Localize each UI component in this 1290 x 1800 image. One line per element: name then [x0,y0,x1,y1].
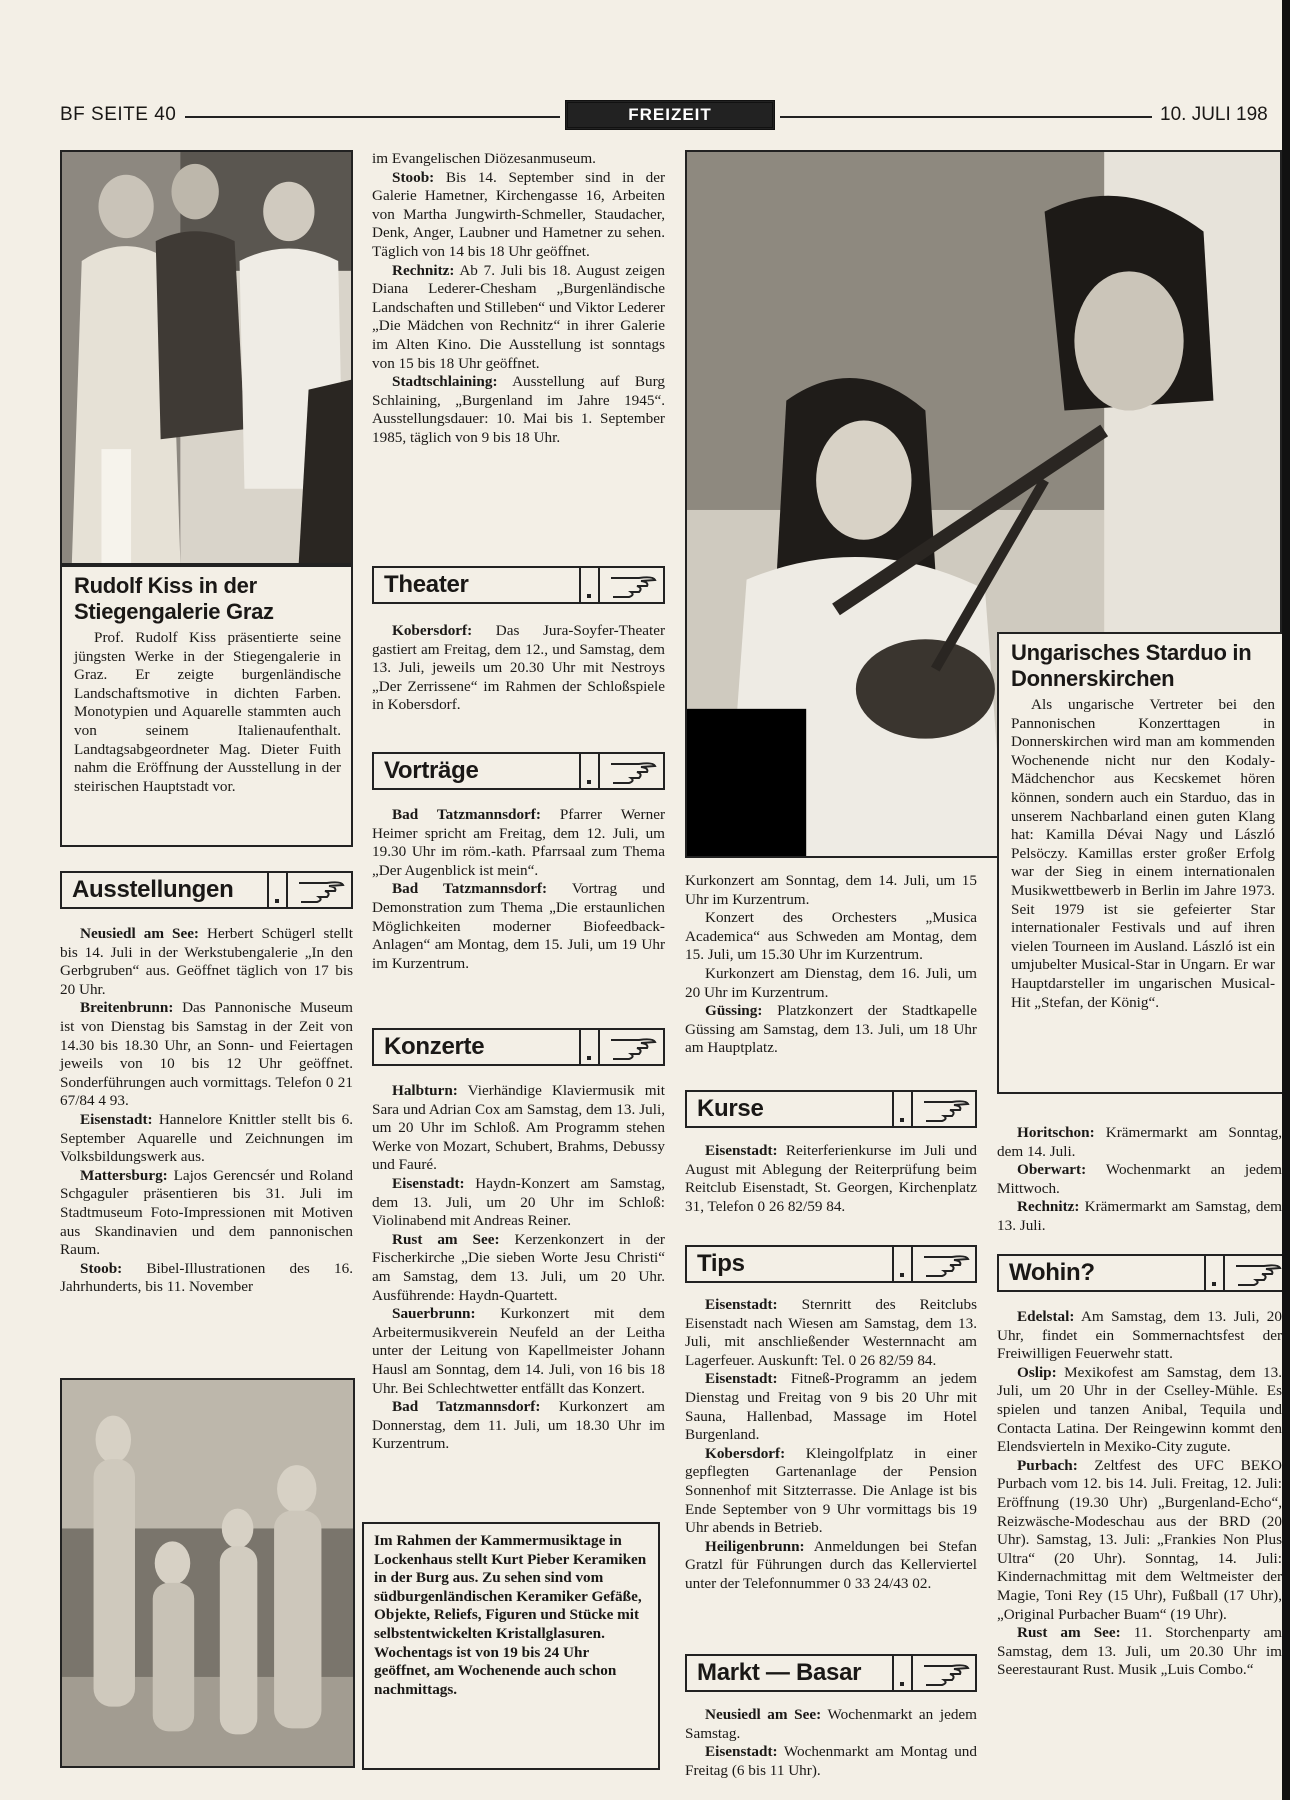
tips-heading: Tips [697,1250,745,1277]
col3-top-list [685,872,977,1058]
page-edge [1282,0,1290,1800]
label-divider [579,1030,581,1064]
list-item: Kobersdorf: Kleingolfplatz in einer gepflegten Gartenanlage der Pension Sonnenhof mit Sitzterrasse. Die Anlage ist bis Ende September von 9 Uhr vormittags bis 19 Uhr abends in Betrieb. [685,1444,977,1537]
section-title: FREIZEIT [628,105,712,124]
label-divider [892,1092,894,1126]
label-divider [911,1656,913,1690]
kiss-headline: Rudolf Kiss in der Stiegengalerie Graz [74,573,274,624]
kurse-label [685,1090,977,1128]
list-item: Horitschon: Krämermarkt am Sonntag, dem 14. Juli. [997,1124,1282,1160]
kurse-list [685,1142,977,1216]
list-item: Eisenstadt: Sternritt des Reitclubs Eisenstadt nach Wiesen am Samstag, dem 13. Juli, mit anschließender Westernnacht am Lagerfeuer. Auskunft: Tel. 0 26 82/59 84. [685,1296,977,1369]
theater-label [372,566,665,604]
label-dot [1212,1282,1216,1286]
pointing-hand-icon [922,1094,972,1124]
tips-list [685,1296,977,1594]
label-divider [286,873,288,907]
label-divider [911,1247,913,1281]
list-item: Oslip: Mexikofest am Samstag, dem 13. Juli, um 20 Uhr in der Cselley-Mühle. Es spielen und tanzen Anibal, Tequila und Contacta Latina. Der Reingewinn kommt den Elendsvierteln in Mexiko-City zugute. [997,1363,1282,1456]
label-dot [275,899,279,903]
label-dot [900,1682,904,1686]
list-item: im Evangelischen Diözesanmuseum. [372,150,596,167]
label-dot [587,780,591,784]
pointing-hand-icon [922,1249,972,1279]
wohin-list [997,1308,1282,1680]
list-item: Kobersdorf: Das Jura-Soyfer-Theater gastiert am Freitag, dem 12., und Samstag, dem 13. Juli, jeweils um 20.30 Uhr mit Nestroys „Der Zerrissene“ im Rahmen der Schloßspiele in Kobersdorf. [372,622,665,714]
kiss-photo [60,150,353,565]
label-divider [598,568,600,602]
list-item: Edelstal: Am Samstag, dem 13. Juli, 20 Uhr, findet ein Sommernachtsfest der Freiwilligen Feuerwehr statt. [997,1308,1282,1363]
list-item: Rust am See: Kerzenkonzert in der Fischerkirche „Die sieben Worte Jesu Christi“ am Samstag, dem 13. Juli, um 20 Uhr. Ausführende: Haydn-Quartett. [372,1230,665,1304]
label-dot [587,1056,591,1060]
list-item: Rechnitz: Ab 7. Juli bis 18. August zeigen Diana Lederer-Chesham „Burgenländische Landschaften und Stilleben“ und Viktor Lederer „Die Mädchen von Rechnitz“ in ihrer Galerie im Alten Kino. Die Ausstellung ist sonntags von 15 bis 18 Uhr geöffnet. [372,261,665,372]
vortraege-list [372,806,665,973]
label-divider [911,1092,913,1126]
pointing-hand-icon [609,1032,659,1062]
konzerte-list [372,1082,665,1454]
list-item: Breitenbrunn: Das Pannonische Museum ist von Dienstag bis Samstag in der Zeit von 14.30 bis 18.30 Uhr, an Sonn- und Feiertagen jeweils von 10 bis 12 Uhr geöffnet. Sonderführungen auch vormittags. Telefon 0 21 67/84 4 93. [60,999,353,1110]
pointing-hand-icon [609,570,659,600]
list-item: Güssing: Platzkonzert der Stadtkapelle Güssing am Samstag, dem 13. Juli, um 18 Uhr am Hauptplatz. [685,1002,977,1057]
label-dot [587,594,591,598]
starduo-headline: Ungarisches Starduo in Donnerskirchen [1011,640,1252,691]
label-divider [892,1247,894,1281]
starduo-article [997,632,1287,1094]
list-item: Rust am See: 11. Storchenparty am Samstag, dem 13. Juli, um 20.30 Uhr im Seerestaurant Rust. Musik „Luis Combo.“ [997,1624,1282,1679]
konzerte-label [372,1028,665,1066]
label-divider [1204,1256,1206,1290]
section-title-box [565,100,775,130]
page-header [60,100,1290,134]
list-item: Neusiedl am See: Wochenmarkt an jedem Samstag. [685,1706,977,1742]
wohin-label [997,1254,1290,1292]
tips-label [685,1245,977,1283]
kiss-text: Prof. Rudolf Kiss präsentierte seine jüngsten Werke in der Stiegengalerie in Graz. Er zeigte burgenländische Landschaftsmotive in dichten Farben. Monotypien und Aquarelle stammten auch von seinem Italienaufenthalt. Landtagsabgeordneter Mag. Dieter Fuith nahm die Eröffnung der Ausstellung in der steirischen Hauptstadt vor. [74,629,341,795]
pointing-hand-icon [922,1658,972,1688]
kammermusik-box [362,1522,660,1770]
markt-list [685,1706,977,1780]
list-item: Eisenstadt: Fitneß-Programm an jedem Dienstag und Freitag von 9 bis 20 Uhr mit Sauna, Hallenbad, Massage im Hotel Burgenland. [685,1370,977,1444]
label-divider [579,568,581,602]
list-item: Eisenstadt: Wochenmarkt am Montag und Freitag (6 bis 11 Uhr). [685,1743,977,1779]
ceramics-photo [60,1378,355,1768]
list-item: Stoob: Bis 14. September sind in der Galerie Hametner, Kirchengasse 16, Arbeiten von Martha Jungwirth-Schmeller, Staudacher, Denk, Anger, Laubner und Hametner zu sehen. Täglich von 14 bis 18 Uhr geöffnet. [372,168,665,260]
list-item: Konzert des Orchesters „Musica Academica“ aus Schweden am Montag, dem 15. Juli, um 15.30 Uhr im Kurzentrum. [685,909,977,964]
header-rule-left [185,116,560,118]
kiss-article [60,565,353,847]
list-item: Mattersburg: Lajos Gerencsér und Roland Schgaguler präsentieren bis 31. Juli im Stadtmuseum Foto-Impressionen mit Motiven aus Skandinavien und dem pannonischen Raum. [60,1166,353,1259]
kurse-heading: Kurse [697,1095,764,1122]
theater-list [372,622,665,715]
list-item: Kurkonzert am Sonntag, dem 14. Juli, um 15 Uhr im Kurzentrum. [685,872,977,908]
list-item: Bad Tatzmannsdorf: Kurkonzert am Donnerstag, dem 11. Juli, um 18.30 Uhr im Kurzentrum. [372,1398,665,1453]
list-item: Sauerbrunn: Kurkonzert mit dem Arbeitermusikverein Neufeld an der Leitha unter der Leitung von Kapellmeister Johann Hausl am Sonntag, dem 14. Juli, von 16 bis 18 Uhr. Bei Schlechtwetter entfällt das Konzert. [372,1305,665,1397]
markt-label [685,1654,977,1692]
list-item: Neusiedl am See: Herbert Schügerl stellt bis 14. Juli in der Werkstubengalerie „In den Gerbgruben“ aus. Geöffnet täglich von 17 bis 20 Uhr. [60,925,353,998]
page-number: BF SEITE 40 [60,104,177,125]
list-item: Eisenstadt: Reiterferienkurse im Juli und August mit Ablegung der Reiterprüfung beim Reitclub Eisenstadt, St. Georgen, Kirchenplatz 31, Telefon 0 26 82/59 84. [685,1142,977,1215]
label-divider [892,1656,894,1690]
pointing-hand-icon [1234,1258,1284,1288]
label-divider [598,754,600,788]
konzerte-heading: Konzerte [384,1033,485,1060]
list-item: Rechnitz: Krämermarkt am Samstag, dem 13. Juli. [997,1198,1282,1234]
ausstellungen-heading: Ausstellungen [72,876,234,903]
header-rule-right [780,116,1152,118]
ausstellungen-list [60,925,353,1297]
label-dot [900,1273,904,1277]
label-divider [598,1030,600,1064]
list-item: Oberwart: Wochenmarkt an jedem Mittwoch. [997,1161,1282,1197]
col2-top-list [372,150,665,448]
label-divider [1223,1256,1225,1290]
list-item: Purbach: Zeltfest des UFC BEKO Purbach vom 12. bis 14. Juli. Freitag, 12. Juli: Eröffnung (19.30 Uhr) „Burgenland-Echo“, Reizwäsche-Modeschau aus der BRD (20 Uhr). Samstag, 13. Juli: „Frankies Non Plus Ultra“ (20 Uhr). Sonntag, 14. Juli: Kindernachmittag mit dem Weltmeister der Magie, Toni Rey (15 Uhr), Fußball (17 Uhr), „Original Purbacher Buam“ (19 Uhr). [997,1456,1282,1623]
theater-heading: Theater [384,571,469,598]
col4-top-list [997,1124,1282,1236]
label-divider [267,873,269,907]
pointing-hand-icon [297,875,347,905]
kammermusik-text: Im Rahmen der Kammermusiktage in Lockenhaus stellt Kurt Pieber Keramiken in der Burg aus. Zu sehen sind vom südburgenländischen Keramiker Gefäße, Objekte, Reliefs, Figuren und Stücke mit selbstentwickelten Kristallglasuren. Wochentags ist von 19 bis 24 Uhr geöffnet, am Wochenende auch schon nachmittags. [374,1532,647,1698]
list-item: Eisenstadt: Hannelore Knittler stellt bis 6. September Aquarelle und Zeichnungen im Volksbildungswerk aus. [60,1110,353,1166]
starduo-text: Als ungarische Vertreter bei den Pannonischen Konzerttagen in Donnerskirchen wird man am kommenden Wochenende nicht nur den Kodaly-Mädchenchor aus Kecskemet hören können, sondern auch ein Starduo, das in unserem Nachbarland einen guten Klang hat: Kamilla Dévai Nagy und László Pelsöczy. Kamillas erster großer Erfolg war der Sieg in einem internationalen Musikwettbewerb in Berlin im Jahre 1973. Seit 1979 ist sie gefeierter Star internationaler Festivals und auf ihren vielen Tourneen im Ausland. László ist ein umjubelter Musical-Star in Ungarn. Er war Hauptdarsteller im ungarischen Musical-Hit „Stefan, der König“. [1011,696,1275,1011]
list-item: Stoob: Bibel-Illustrationen des 16. Jahrhunderts, bis 11. November [60,1259,353,1296]
wohin-heading: Wohin? [1009,1259,1095,1286]
list-item: Eisenstadt: Haydn-Konzert am Samstag, dem 13. Juli, um 20 Uhr im Schloß: Violinabend mit Andreas Reiner. [372,1174,665,1230]
list-item: Heiligenbrunn: Anmeldungen bei Stefan Gratzl für Führungen durch das Kellerviertel unter der Telefonnummer 0 33 24/43 02. [685,1537,977,1592]
list-item: Stadtschlaining: Ausstellung auf Burg Schlaining, „Burgenland im Jahre 1945“. Ausstellungsdauer: 10. Mai bis 1. September 1985, täglich von 9 bis 18 Uhr. [372,373,665,446]
ausstellungen-label [60,871,353,909]
markt-heading: Markt — Basar [697,1659,862,1686]
list-item: Bad Tatzmannsdorf: Pfarrer Werner Heimer spricht am Freitag, dem 12. Juli, um 19.30 Uhr im röm.-kath. Pfarrsaal zum Thema „Der Augenblick ist mein“. [372,806,665,879]
label-divider [579,754,581,788]
list-item: Bad Tatzmannsdorf: Vortrag und Demonstration zum Thema „Die erstaunlichen Möglichkeiten moderner Biofeedback-Anlagen“ am Montag, dem 15. Juli, um 19 Uhr im Kurzentrum. [372,880,666,972]
issue-date: 10. JULI 198 [1160,104,1268,125]
pointing-hand-icon [609,756,659,786]
list-item: Kurkonzert am Dienstag, dem 16. Juli, um 20 Uhr im Kurzentrum. [685,964,977,1001]
list-item: Halbturn: Vierhändige Klaviermusik mit Sara und Adrian Cox am Samstag, dem 13. Juli, um 20 Uhr im Schloß. Am Programm stehen Werke von Mozart, Schubert, Brahms, Debussy und Fauré. [372,1082,665,1174]
vortraege-heading: Vorträge [384,757,479,784]
label-dot [900,1118,904,1122]
vortraege-label [372,752,665,790]
